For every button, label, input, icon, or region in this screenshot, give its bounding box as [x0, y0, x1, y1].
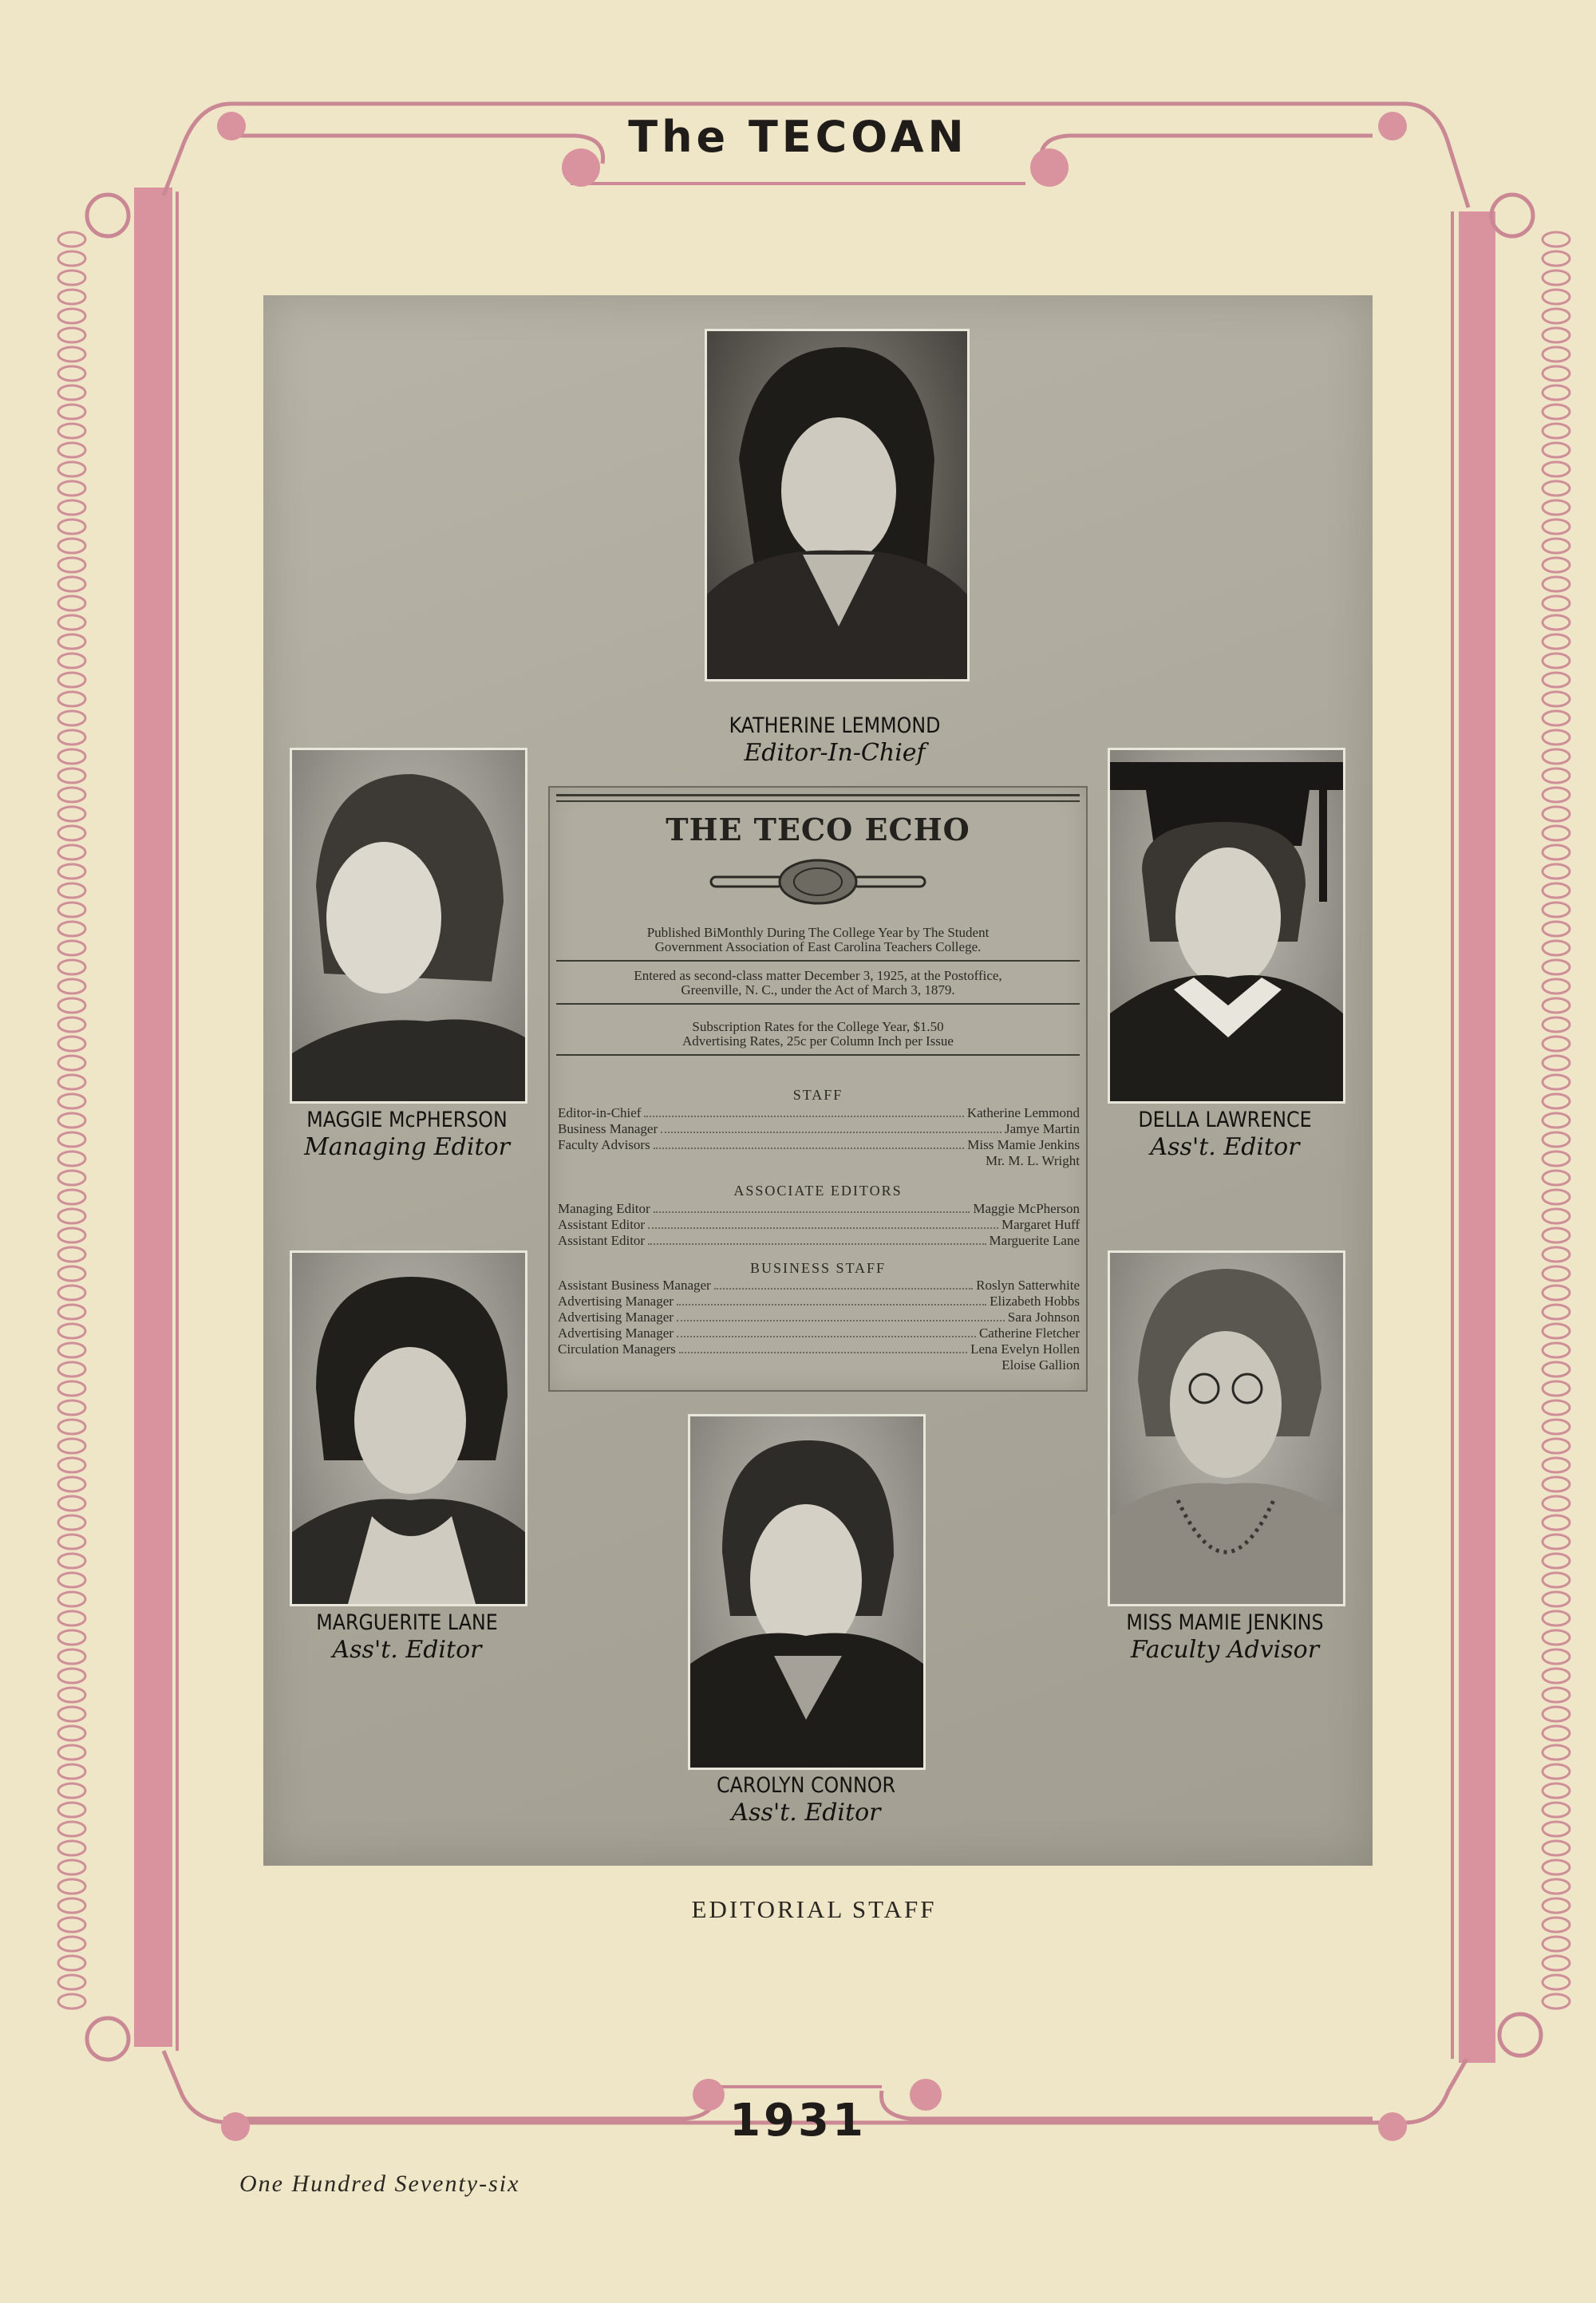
portrait-role: Editor-In-Chief [744, 739, 926, 767]
business-row: Advertising Manager Catherine Fletcher [558, 1325, 1080, 1341]
portrait-role: Ass't. Editor [332, 1636, 482, 1664]
portrait-name: MARGUERITE LANE [316, 1610, 498, 1635]
entered-line: Entered as second-class matter December 3, 1925, at the Postoffice, [634, 968, 1002, 983]
published-line: Government Association of East Carolina Teachers College. [654, 939, 982, 954]
masthead-title: THE TECO ECHO [666, 812, 970, 847]
portrait-role: Ass't. Editor [1150, 1133, 1300, 1161]
business-row: Circulation Managers Lena Evelyn Hollen [558, 1341, 1080, 1357]
business-heading: BUSINESS STAFF [749, 1260, 887, 1276]
staff-continuation: Mr. M. L. Wright [985, 1153, 1080, 1168]
portrait-name: MISS MAMIE JENKINS [1126, 1610, 1324, 1635]
page-caption: EDITORIAL STAFF [691, 1895, 937, 1923]
entered-line: Greenville, N. C., under the Act of March 3, 1879. [681, 982, 955, 997]
portrait-photo [290, 1250, 527, 1606]
staff-heading: STAFF [792, 1087, 843, 1103]
portrait-photo [1108, 1250, 1345, 1606]
staff-row: Business Manager Jamye Martin [558, 1121, 1080, 1136]
portrait-photo [290, 748, 527, 1104]
staff-row: Editor-in-Chief Katherine Lemmond [558, 1105, 1080, 1120]
portrait-name: DELLA LAWRENCE [1138, 1108, 1312, 1132]
associate-row: Managing Editor Maggie McPherson [558, 1201, 1080, 1216]
portrait-photo [1108, 748, 1345, 1104]
portrait-name: KATHERINE LEMMOND [729, 713, 941, 738]
rates-line: Subscription Rates for the College Year, $1.50 [692, 1019, 944, 1034]
staff-row: Faculty Advisors Miss Mamie Jenkins [558, 1137, 1080, 1152]
footer-year: 1931 [729, 2095, 867, 2147]
portrait-photo [705, 329, 970, 681]
masthead-seal-icon [709, 858, 926, 906]
business-row: Advertising Manager Sara Johnson [558, 1310, 1080, 1325]
associate-heading: ASSOCIATE EDITORS [733, 1183, 903, 1199]
portrait-name: CAROLYN CONNOR [716, 1773, 896, 1798]
business-row: Advertising Manager Elizabeth Hobbs [558, 1294, 1080, 1309]
header-title: The TECOAN [628, 112, 968, 162]
business-continuation: Eloise Gallion [1001, 1357, 1080, 1373]
portrait-photo [688, 1414, 926, 1770]
published-line: Published BiMonthly During The College Year by The Student [646, 925, 990, 940]
page-number: One Hundred Seventy-six [239, 2171, 520, 2197]
portrait-role: Faculty Advisor [1130, 1636, 1320, 1664]
associate-row: Assistant Editor Marguerite Lane [558, 1233, 1080, 1248]
portrait-role: Ass't. Editor [731, 1799, 881, 1827]
masthead-clipping [548, 786, 1088, 1392]
business-row: Assistant Business Manager Roslyn Satterwhite [558, 1278, 1080, 1293]
portrait-name: MAGGIE McPHERSON [306, 1108, 508, 1132]
portrait-role: Managing Editor [304, 1133, 510, 1161]
rates-line: Advertising Rates, 25c per Column Inch per Issue [682, 1033, 954, 1049]
associate-row: Assistant Editor Margaret Huff [558, 1217, 1080, 1232]
